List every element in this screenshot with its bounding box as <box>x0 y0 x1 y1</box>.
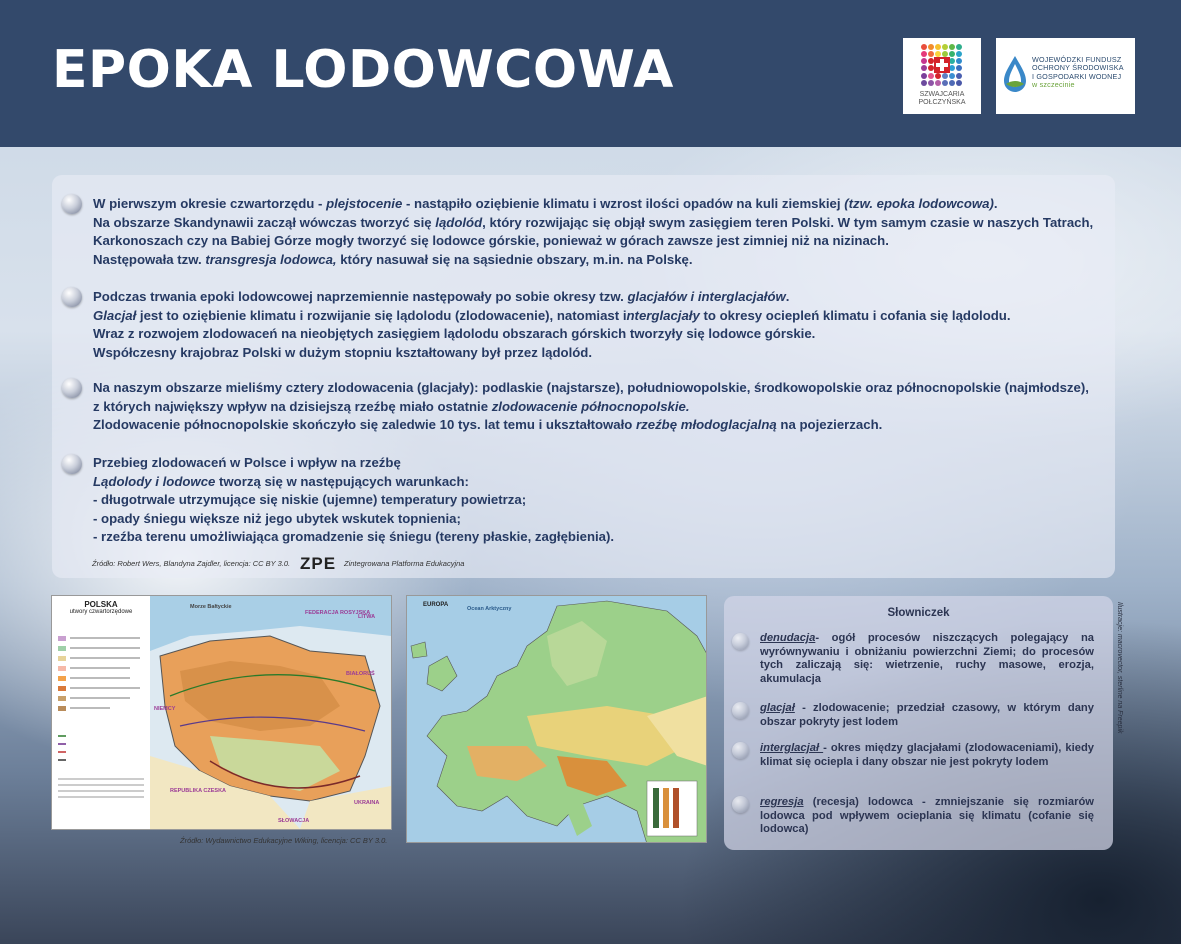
europe-map-shape <box>407 596 707 843</box>
map-poland-image <box>150 596 391 829</box>
maps-source: Źródło: Wydawnictwo Edukacyjne Wiking, licencja: CC BY 3.0. <box>180 836 388 845</box>
map-label-lithuania: LITWA <box>358 614 376 620</box>
zpe-name: Zintegrowana Platforma Edukacyjna <box>344 559 465 568</box>
bullet-sphere-icon <box>732 796 749 813</box>
map-label-germany: NIEMCY <box>154 706 176 712</box>
paragraph-plejstocen: W pierwszym okresie czwartorzędu - plejstocenie - nastąpiło oziębienie klimatu i wzrost ilości opadów na kuli ziemskiej (tzw. epoka lodowcowa). Na obszarze Skandynawii zaczął wówczas tworzyć się lądolód, który rozwijając się objął swym zasięgiem teren Polski. W tym samym czasie w naszych Tatrach, Karkonoszach czy na Babiej Górze mogły tworzyć się lodowce górskie, ponieważ w górach zawsze jest zimniej niż na nizinach. Następowała tzw. transgresja lodowca, który nasuwał się na sąsiednie obszary, m.in. na Polskę. <box>93 196 1094 267</box>
illustration-credit: Ilustracje: macrovector, sterline na Freepik <box>1116 602 1123 734</box>
logo1-line2: POŁCZYŃSKA <box>918 99 966 106</box>
bullet-sphere-icon <box>732 742 749 759</box>
paragraph-przebieg: Przebieg zlodowaceń w Polsce i wpływ na rzeźbę Lądolody i lodowce tworzą się w następujących warunkach: - długotrwale utrzymujące się niskie (ujemne) temperatury powietrza; - opady śniegu większe niż jego ubytek wskutek topnienia; - rzeźba terenu umożliwiająca gromadzenie się śniegu (tereny płaskie, zagłębienia). <box>93 455 615 544</box>
page-title: EPOKA LODOWCOWA <box>52 40 674 100</box>
legend-swatches <box>52 618 150 828</box>
map-label-slovakia: SŁOWACJA <box>278 818 310 824</box>
map-label-russia: FEDERACJA ROSYJSKA <box>305 610 371 616</box>
glossary-entry-interglacjal: interglacjał - okres między glacjałami (zlodowaceniami), kiedy klimat się ociepla i dany obszar nie jest pokryty lodem <box>760 742 1095 768</box>
glossary-entry-regresja: regresja (recesja) lodowca - zmniejszanie się rozmiarów lodowca pod wpływem ocieplania się klimatu (cofanie się lodowca) <box>760 796 1094 836</box>
logo-cross-icon <box>934 57 950 73</box>
map-label-ukraine: UKRAINA <box>354 800 380 806</box>
wfosigw-name: WOJEWÓDZKI FUNDUSZ OCHRONY ŚRODOWISKA I GOSPODARKI WODNEJ w szczecinie <box>1032 55 1124 90</box>
map-label-baltic: Morze Bałtyckie <box>190 604 232 610</box>
map-legend <box>52 596 150 829</box>
poland-map-shape <box>150 596 391 829</box>
water-drop-icon <box>1002 54 1028 94</box>
glossary-entry-glacjal: glacjał - zlodowacenie; przedział czasowy, w którym dany obszar pokryty jest lodem <box>760 702 1094 728</box>
bullet-sphere-icon <box>62 378 82 398</box>
header-bar <box>0 0 1181 147</box>
bullet-sphere-icon <box>62 287 82 307</box>
map-europe-physical <box>406 595 707 843</box>
main-text-panel <box>52 175 1115 578</box>
map-label-belarus: BIAŁORUŚ <box>346 671 375 677</box>
bullet-sphere-icon <box>62 194 82 214</box>
map-europe-title: EUROPA <box>423 602 449 608</box>
glossary-panel <box>724 596 1113 850</box>
map-poland-subtitle: utwory czwartorzędowe <box>69 609 133 615</box>
map-poland-quaternary <box>51 595 392 830</box>
bullet-sphere-icon <box>732 633 749 650</box>
paragraph-glacjaly: Podczas trwania epoki lodowcowej naprzemiennie następowały po sobie okresy tzw. glacjałów i interglacjałów. Glacjał jest to oziębienie klimatu i rozwijanie się lądolodu (zlodowacenie), natomiast interglacjały to okresy ociepleń klimatu i cofania się lądolodu. Wraz z rozwojem zlodowaceń na nieobjętych zasięgiem lądolodu obszarach górskich tworzyły się lodowce górskie. Współczesny krajobraz Polski w dużym stopniu kształtowany był przez lądolód. <box>93 289 1011 360</box>
zpe-logo: ZPE <box>300 554 337 573</box>
glossary-title: Słowniczek <box>887 607 950 619</box>
szwajcaria-polczynska-logo <box>903 38 981 114</box>
map-label-czech: REPUBLIKA CZESKA <box>170 788 227 794</box>
text-source: Źródło: Robert Wers, Blandyna Zajdler, licencja: CC BY 3.0. <box>92 559 291 568</box>
logo1-line1: SZWAJCARIA <box>919 91 965 98</box>
map-poland-title: POLSKA <box>84 600 118 609</box>
map-label-arctic-ocean: Ocean Arktyczny <box>467 606 512 612</box>
bullet-sphere-icon <box>732 702 749 719</box>
paragraph-zlodowacenia: Na naszym obszarze mieliśmy cztery zlodowacenia (glacjały): podlaskie (najstarsze), południowopolskie, środkowopolskie oraz północnopolskie (najmłodsze), z których największy wpływ na dzisiejszą rzeźbę miało ostatnie zlodowacenie północnopolskie. Zlodowacenie północnopolskie skończyło się zaledwie 10 tys. lat temu i ukształtowało rzeźbę młodoglacjalną na pojezierzach. <box>93 380 1089 432</box>
bullet-sphere-icon <box>62 454 82 474</box>
glossary-entry-denudacja: denudacja- ogół procesów niszczących polegający na wyrównywaniu i obniżaniu powierzchni Ziemi; do procesów tych zaliczają się: wietrzenie, ruchy masowe, erozja, akumulacja <box>760 632 1094 685</box>
wfosigw-logo <box>996 38 1135 114</box>
